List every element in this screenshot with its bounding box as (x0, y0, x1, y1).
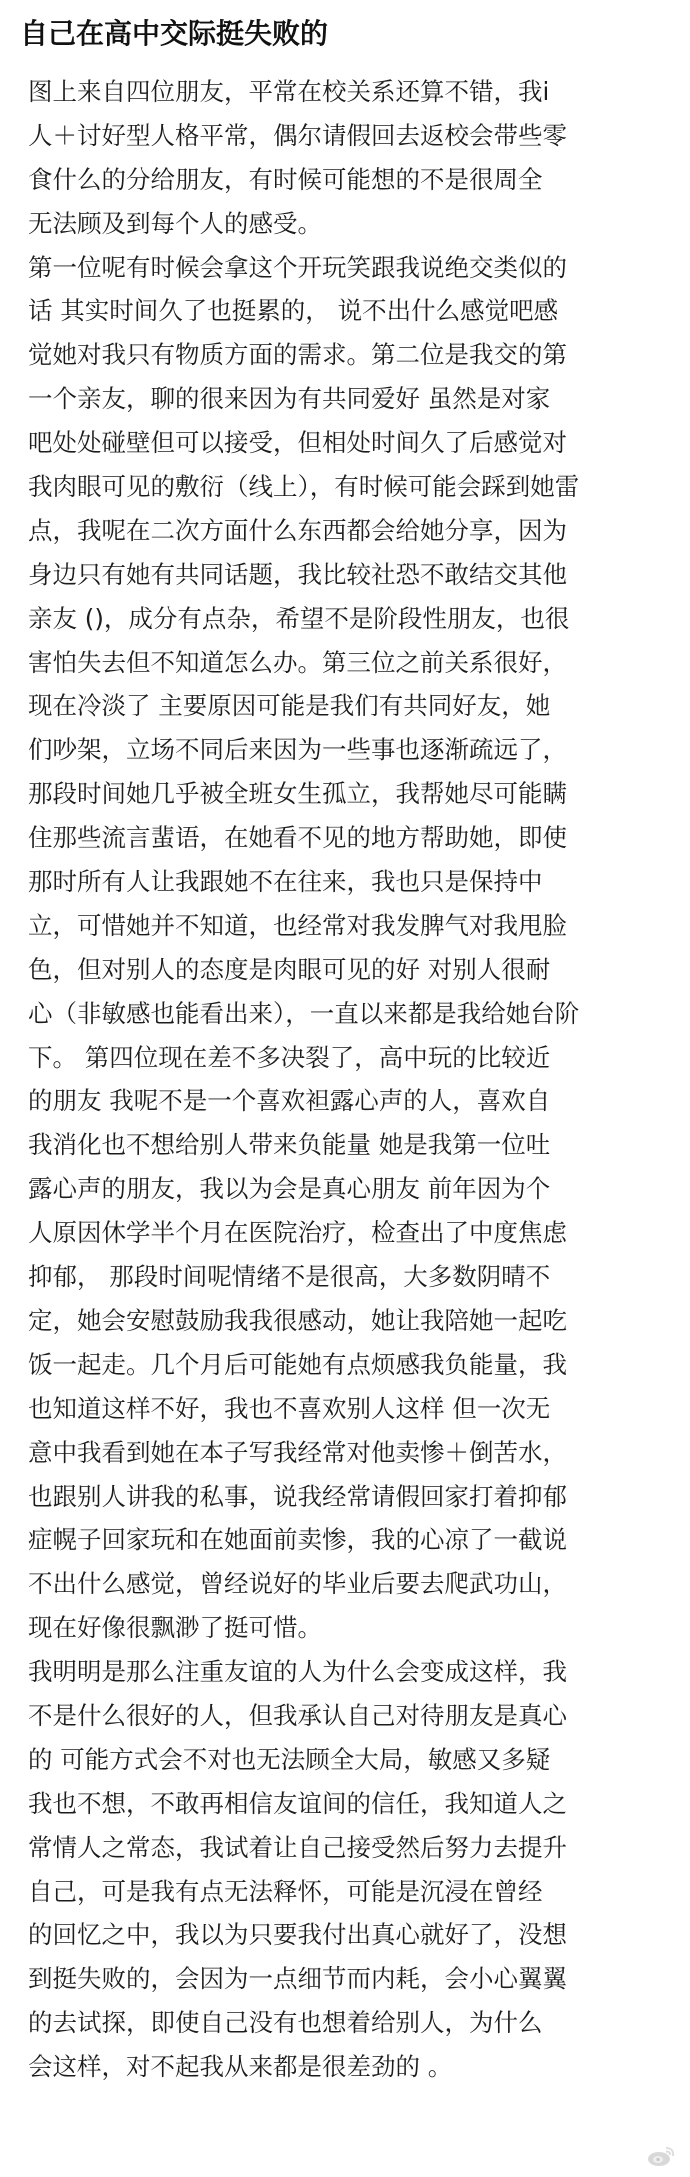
post-body-line: 心（非敏感也能看出来），一直以来都是我给她台阶 (28, 998, 580, 1028)
watermark (646, 2145, 676, 2167)
post-body-line: 色，但对别人的态度是肉眼可见的好 对别人很耐 (28, 954, 551, 984)
post-body-line: 那段时间她几乎被全班女生孤立，我帮她尽可能瞒 (28, 779, 567, 809)
post-body-line: 第一位呢有时候会拿这个开玩笑跟我说绝交类似的 (28, 252, 567, 282)
post-body-line: 害怕失去但不知道怎么办。第三位之前关系很好， (28, 647, 567, 677)
post-body-line: 话 其实时间久了也挺累的， 说不出什么感觉吧感 (28, 296, 559, 326)
post-body-line: 亲友 ()，成分有点杂，希望不是阶段性朋友，也很 (28, 603, 570, 633)
post-body-line: 食什么的分给朋友，有时候可能想的不是很周全 (28, 164, 543, 194)
post-body-line: 住那些流言蜚语，在她看不见的地方帮助她，即使 (28, 823, 567, 853)
post-body-line: 我也不想，不敢再相信友谊间的信任，我知道人之 (28, 1788, 567, 1818)
post-body-line: 不是什么很好的人，但我承认自己对待朋友是真心 (28, 1700, 567, 1730)
post-body-line: 觉她对我只有物质方面的需求。第二位是我交的第 (28, 340, 567, 370)
post-body-line: 自己，可是我有点无法释怀，可能是沉浸在曾经 (28, 1876, 543, 1906)
post-body-line: 我消化也不想给别人带来负能量 她是我第一位吐 (28, 1130, 551, 1160)
post-body-line: 那时所有人让我跟她不在往来，我也只是保持中 (28, 867, 543, 897)
post-body-line: 症幌子回家玩和在她面前卖惨，我的心凉了一截说 (28, 1525, 567, 1555)
post-body-line: 的回忆之中，我以为只要我付出真心就好了，没想 (28, 1920, 567, 1950)
post-body-line: 到挺失败的，会因为一点细节而内耗，会小心翼翼 (28, 1964, 567, 1994)
post-body-line: 图上来自四位朋友，平常在校关系还算不错，我i (28, 77, 550, 106)
post-body-line: 也知道这样不好，我也不喜欢别人这样 但一次无 (28, 1393, 551, 1423)
post-body-line: 我明明是那么注重友谊的人为什么会变成这样，我 (28, 1657, 567, 1687)
post-body-line: 立，可惜她并不知道，也经常对我发脾气对我甩脸 (28, 910, 567, 940)
post-body-line: 现在冷淡了 主要原因可能是我们有共同好友，她 (28, 691, 551, 721)
post-body-line: 饭一起走。几个月后可能她有点烦感我负能量，我 (28, 1349, 567, 1379)
post-body-line: 吧处处碰壁但可以接受，但相处时间久了后感觉对 (28, 428, 567, 458)
post-body-line: 定，她会安慰鼓励我我很感动，她让我陪她一起吃 (28, 1305, 567, 1335)
post-body-line: 也跟别人讲我的私事，说我经常请假回家打着抑郁 (28, 1481, 567, 1511)
post-body (28, 70, 668, 2089)
post-body-line: 人＋讨好型人格平常，偶尔请假回去返校会带些零 (28, 120, 567, 150)
post-body-line: 我肉眼可见的敷衍（线上），有时候可能会踩到她雷 (28, 472, 580, 502)
post-body-line: 点，我呢在二次方面什么东西都会给她分享，因为 (28, 515, 567, 545)
post-body-line: 的 可能方式会不对也无法顾全大局，敏感又多疑 (28, 1744, 551, 1774)
post-body-line: 的去试探，即使自己没有也想着给别人，为什么 (28, 2008, 543, 2038)
post-body-line: 常情人之常态，我试着让自己接受然后努力去提升 (28, 1832, 567, 1862)
post-body-line: 无法顾及到每个人的感受。 (28, 208, 322, 238)
post-body-line: 意中我看到她在本子写我经常对他卖惨＋倒苦水， (28, 1437, 567, 1467)
post-body-line: 抑郁， 那段时间呢情绪不是很高，大多数阴晴不 (28, 1262, 551, 1292)
post-body-line: 们吵架，立场不同后来因为一些事也逐渐疏远了， (28, 735, 567, 765)
post-body-line: 人原因休学半个月在医院治疗，检查出了中度焦虑 (28, 1218, 567, 1248)
post-body-line: 不出什么感觉，曾经说好的毕业后要去爬武功山， (28, 1569, 567, 1599)
post-body-line: 现在好像很飘渺了挺可惜。 (28, 1613, 322, 1643)
post-title: 自己在高中交际挺失败的 (20, 17, 329, 50)
post-body-line: 下。 第四位现在差不多决裂了，高中玩的比较近 (28, 1042, 551, 1072)
weibo-logo-icon (646, 2145, 676, 2167)
post-body-line: 身边只有她有共同话题，我比较社恐不敢结交其他 (28, 559, 567, 589)
post-body-line: 会这样，对不起我从来都是很差劲的 。 (28, 2052, 453, 2082)
post-body-line: 的朋友 我呢不是一个喜欢袒露心声的人，喜欢自 (28, 1086, 551, 1116)
post-body-line: 露心声的朋友，我以为会是真心朋友 前年因为个 (28, 1174, 551, 1204)
post-body-line: 一个亲友，聊的很来因为有共同爱好 虽然是对家 (28, 384, 551, 414)
